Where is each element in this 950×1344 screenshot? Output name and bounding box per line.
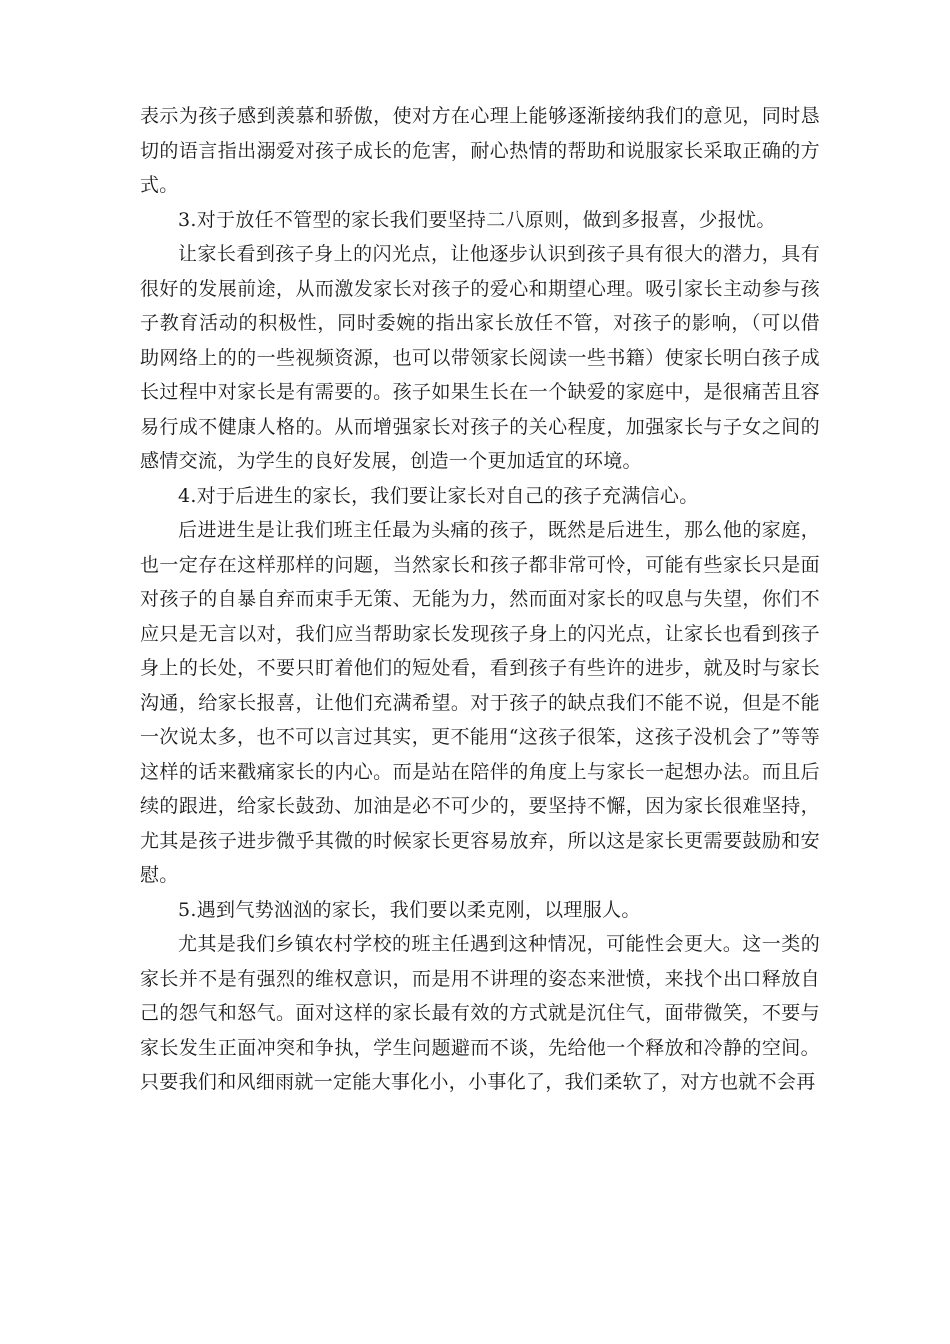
heading-item-4: 4.对于后进生的家长，我们要让家长对自己的孩子充满信心。 bbox=[178, 484, 699, 507]
document-page bbox=[140, 99, 820, 1100]
heading-item-5: 5.遇到气势汹汹的家长，我们要以柔克刚，以理服人。 bbox=[178, 898, 641, 921]
paragraph-item-4-body: 后进进生是让我们班主任最为头痛的孩子，既然是后进生，那么他的家庭，也一定存在这样那样的问题，当然家长和孩子都非常可怜，可能有些家长只是面对孩子的自暴自弃而束手无策、无能为力，然而面对家长的叹息与失望，你们不应只是无言以对，我们应当帮助家长发现孩子身上的闪光点，让家长也看到孩子身上的长处，不要只盯着他们的短处看，看到孩子有些许的进步，就及时与家长沟通，给家长报喜，让他们充满希望。对于孩子的缺点我们不能不说，但是不能一次说太多，也不可以言过其实，更不能用“这孩子很笨，这孩子没机会了”等等这样的话来戳痛家长的内心。而是站在陪伴的角度上与家长一起想办法。而且后续的跟进，给家长鼓劲、加油是必不可少的，要坚持不懈，因为家长很难坚持，尤其是孩子进步微乎其微的时候家长更容易放弃，所以这是家长更需要鼓励和安慰。 bbox=[140, 519, 820, 886]
paragraph-continuation: 表示为孩子感到羡慕和骄傲，使对方在心理上能够逐渐接纳我们的意见，同时恳切的语言指出溺爱对孩子成长的危害，耐心热情的帮助和说服家长采取正确的方式。 bbox=[140, 105, 820, 196]
heading-item-3: 3.对于放任不管型的家长我们要坚持二八原则，做到多报喜，少报忧。 bbox=[178, 208, 776, 231]
paragraph-item-3-body: 让家长看到孩子身上的闪光点，让他逐步认识到孩子具有很大的潜力，具有很好的发展前途，从而激发家长对孩子的爱心和期望心理。吸引家长主动参与孩子教育活动的积极性，同时委婉的指出家长放任不管，对孩子的影响，（可以借助网络上的的一些视频资源，也可以带领家长阅读一些书籍）使家长明白孩子成长过程中对家长是有需要的。孩子如果生长在一个缺爱的家庭中，是很痛苦且容易行成不健康人格的。从而增强家长对孩子的关心程度，加强家长与子女之间的感情交流，为学生的良好发展，创造一个更加适宜的环境。 bbox=[140, 243, 820, 472]
paragraph-item-5-body: 尤其是我们乡镇农村学校的班主任遇到这种情况，可能性会更大。这一类的家长并不是有强烈的维权意识，而是用不讲理的姿态来泄愤，来找个出口释放自己的怨气和怒气。面对这样的家长最有效的方式就是沉住气，面带微笑，不要与家长发生正面冲突和争执，学生问题避而不谈，先给他一个释放和冷静的空间。只要我们和风细雨就一定能大事化小，小事化了，我们柔软了，对方也就不会再 bbox=[140, 933, 820, 1093]
